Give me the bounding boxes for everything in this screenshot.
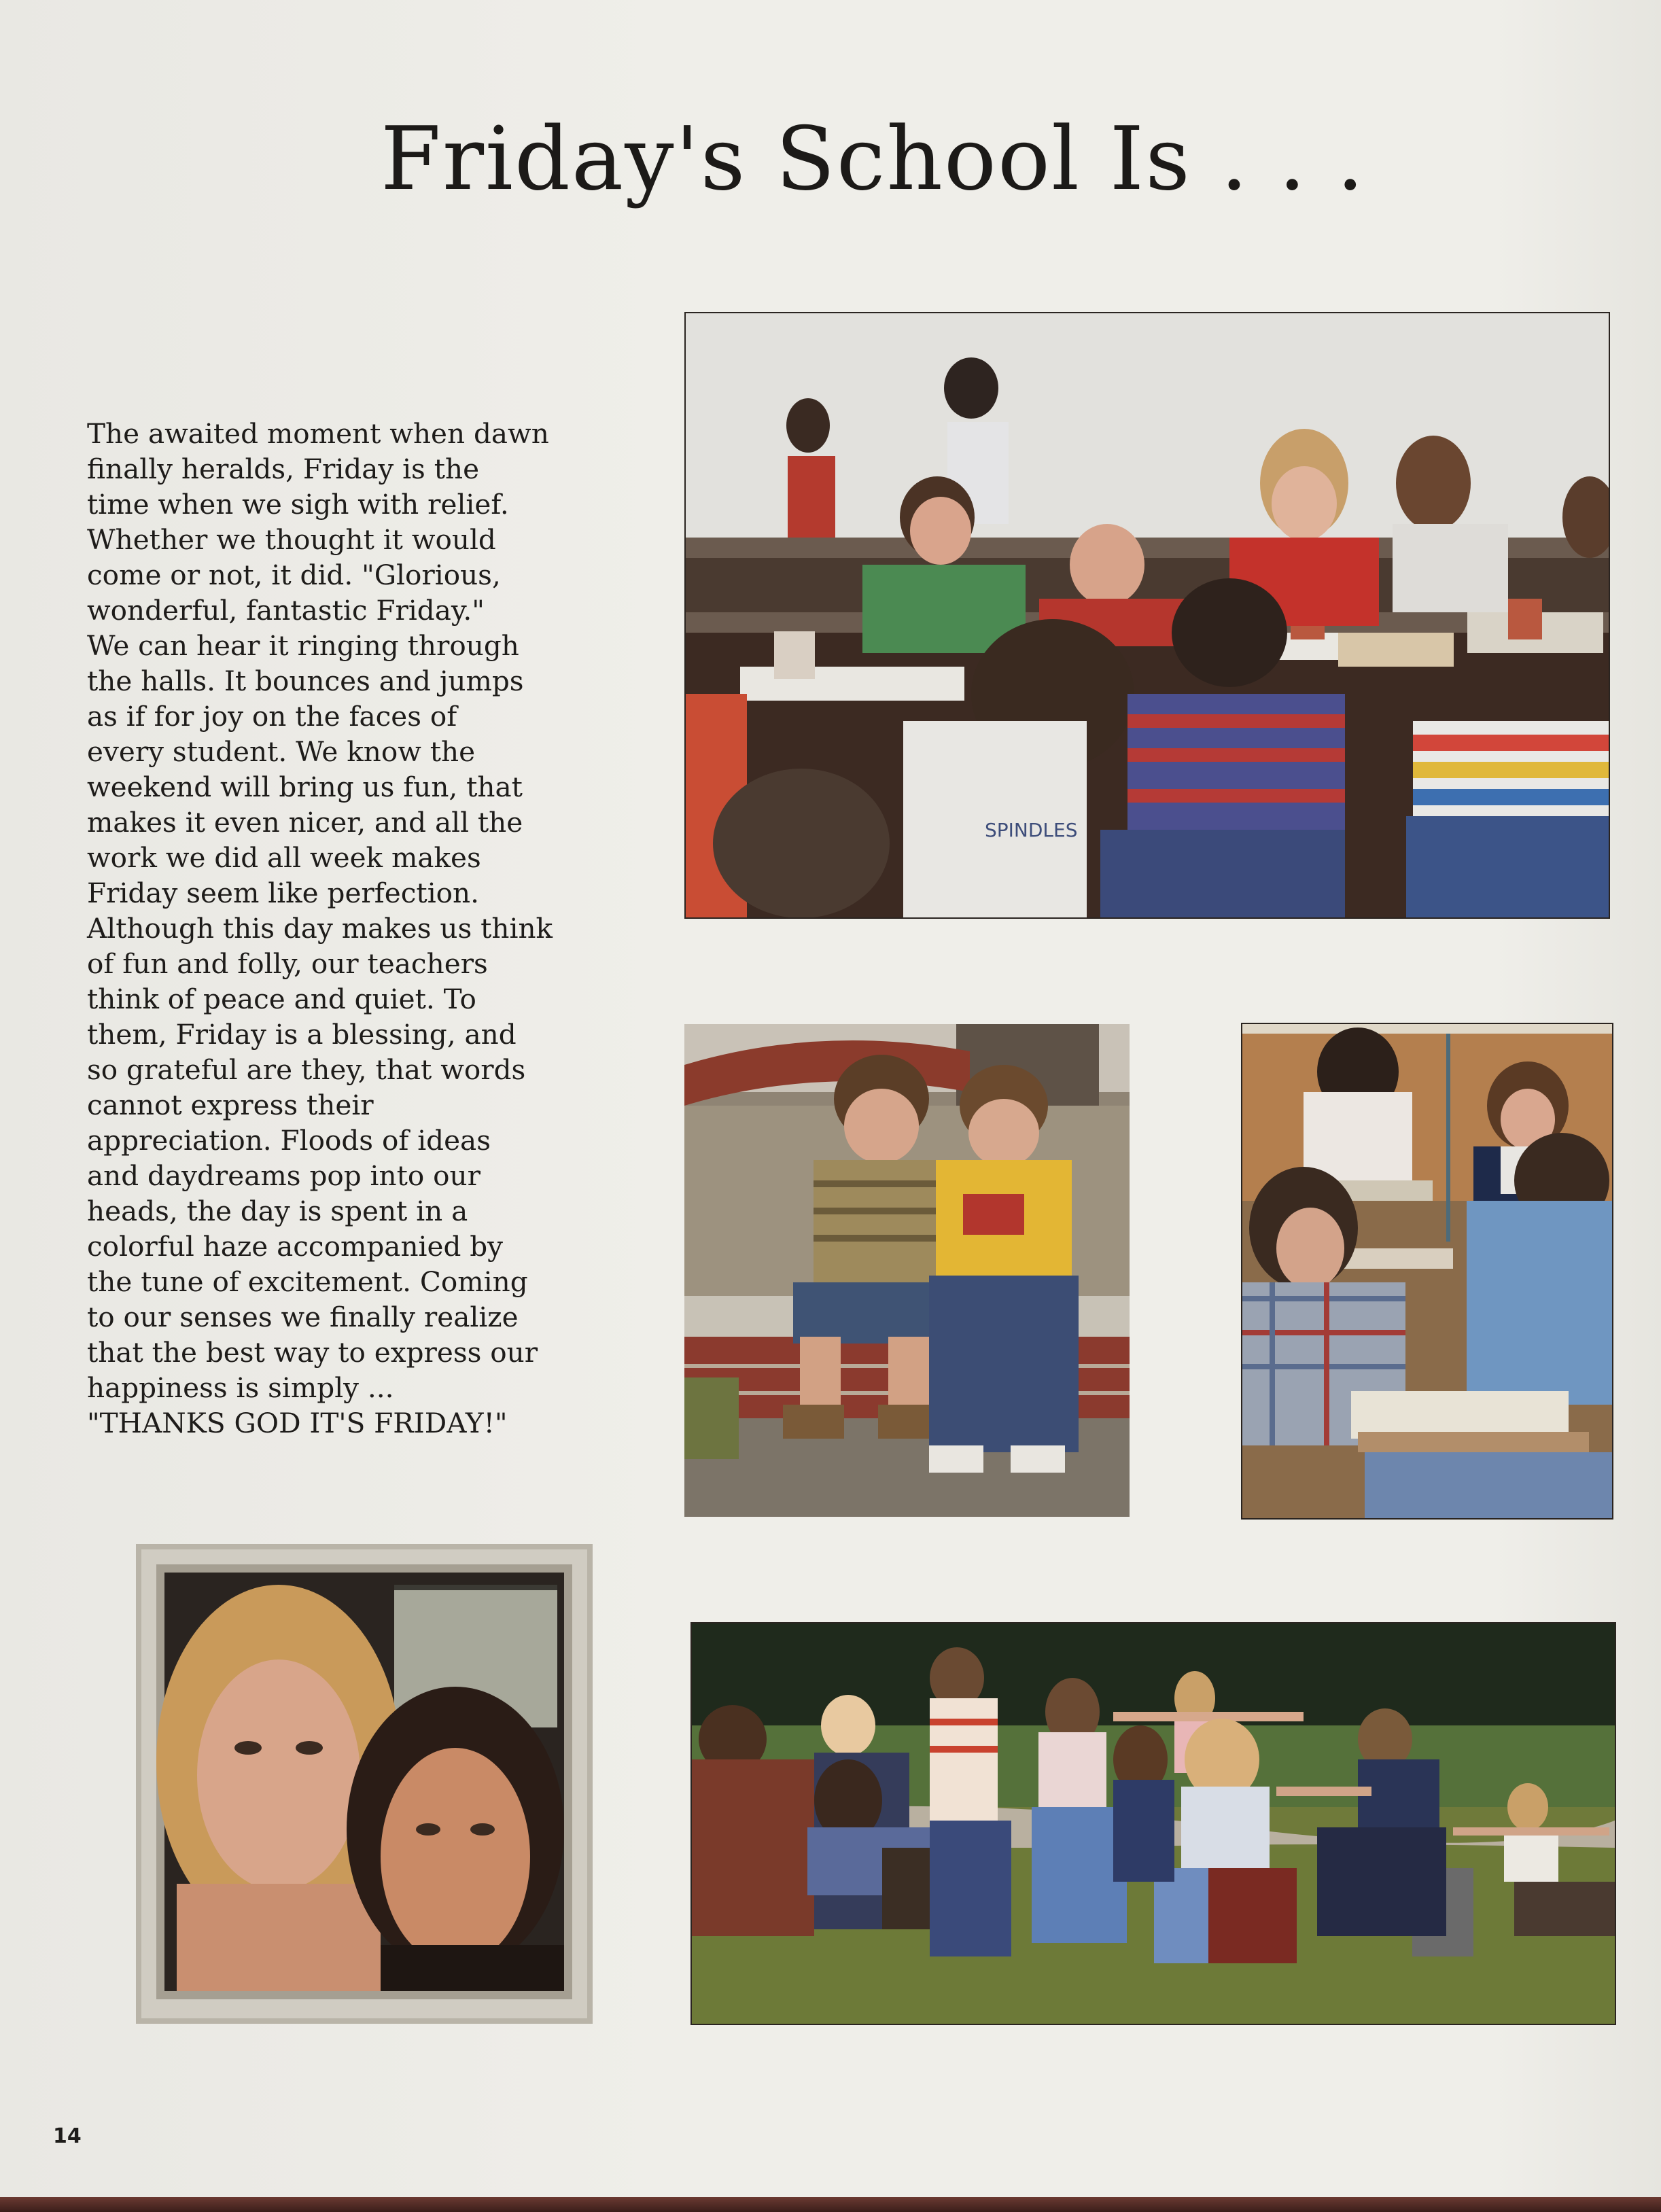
body-line: happiness is simply ... [87,1371,394,1404]
body-line: "THANKS GOD IT'S FRIDAY!" [87,1407,508,1439]
body-line: of fun and folly, our teachers [87,947,488,980]
page-title: Friday's School Is . . . [381,109,1365,210]
body-line: The awaited moment when dawn [87,417,549,450]
body-line: think of peace and quiet. To [87,983,476,1015]
photo-framed-portrait [136,1544,593,2024]
body-line: to our senses we finally realize [87,1301,519,1333]
body-line: the tune of excitement. Coming [87,1265,528,1298]
body-line: every student. We know the [87,735,476,768]
photo-boys-on-wall [684,1024,1130,1517]
page-bottom-edge [0,2197,1661,2212]
body-line: colorful haze accompanied by [87,1230,504,1263]
body-line: We can hear it ringing through [87,629,519,662]
body-line: as if for joy on the faces of [87,700,457,733]
body-line: and daydreams pop into our [87,1159,480,1192]
body-line: weekend will bring us fun, that [87,771,523,803]
body-line: come or not, it did. "Glorious, [87,559,501,591]
page-number: 14 [53,2124,82,2148]
body-line: the halls. It bounces and jumps [87,665,524,697]
body-text [87,416,590,1441]
body-line: work we did all week makes [87,841,481,874]
photo-classroom [1241,1023,1613,1520]
photo-cafeteria [684,312,1610,919]
body-line: that the best way to express our [87,1336,538,1369]
photo-outdoor-group [690,1622,1616,2025]
body-line: finally heralds, Friday is the [87,453,480,485]
body-line: cannot express their [87,1089,374,1121]
body-line: Whether we thought it would [87,523,496,556]
body-line: so grateful are they, that words [87,1053,526,1086]
body-line: heads, the day is spent in a [87,1195,468,1227]
body-line: appreciation. Floods of ideas [87,1124,491,1157]
body-line: wonderful, fantastic Friday." [87,594,485,627]
body-line: Although this day makes us think [87,912,553,945]
body-line: Friday seem like perfection. [87,877,479,909]
shirt-logo-text: SPINDLES [985,819,1078,841]
body-line: makes it even nicer, and all the [87,806,523,839]
body-line: them, Friday is a blessing, and [87,1018,517,1051]
body-line: time when we sigh with relief. [87,488,509,521]
